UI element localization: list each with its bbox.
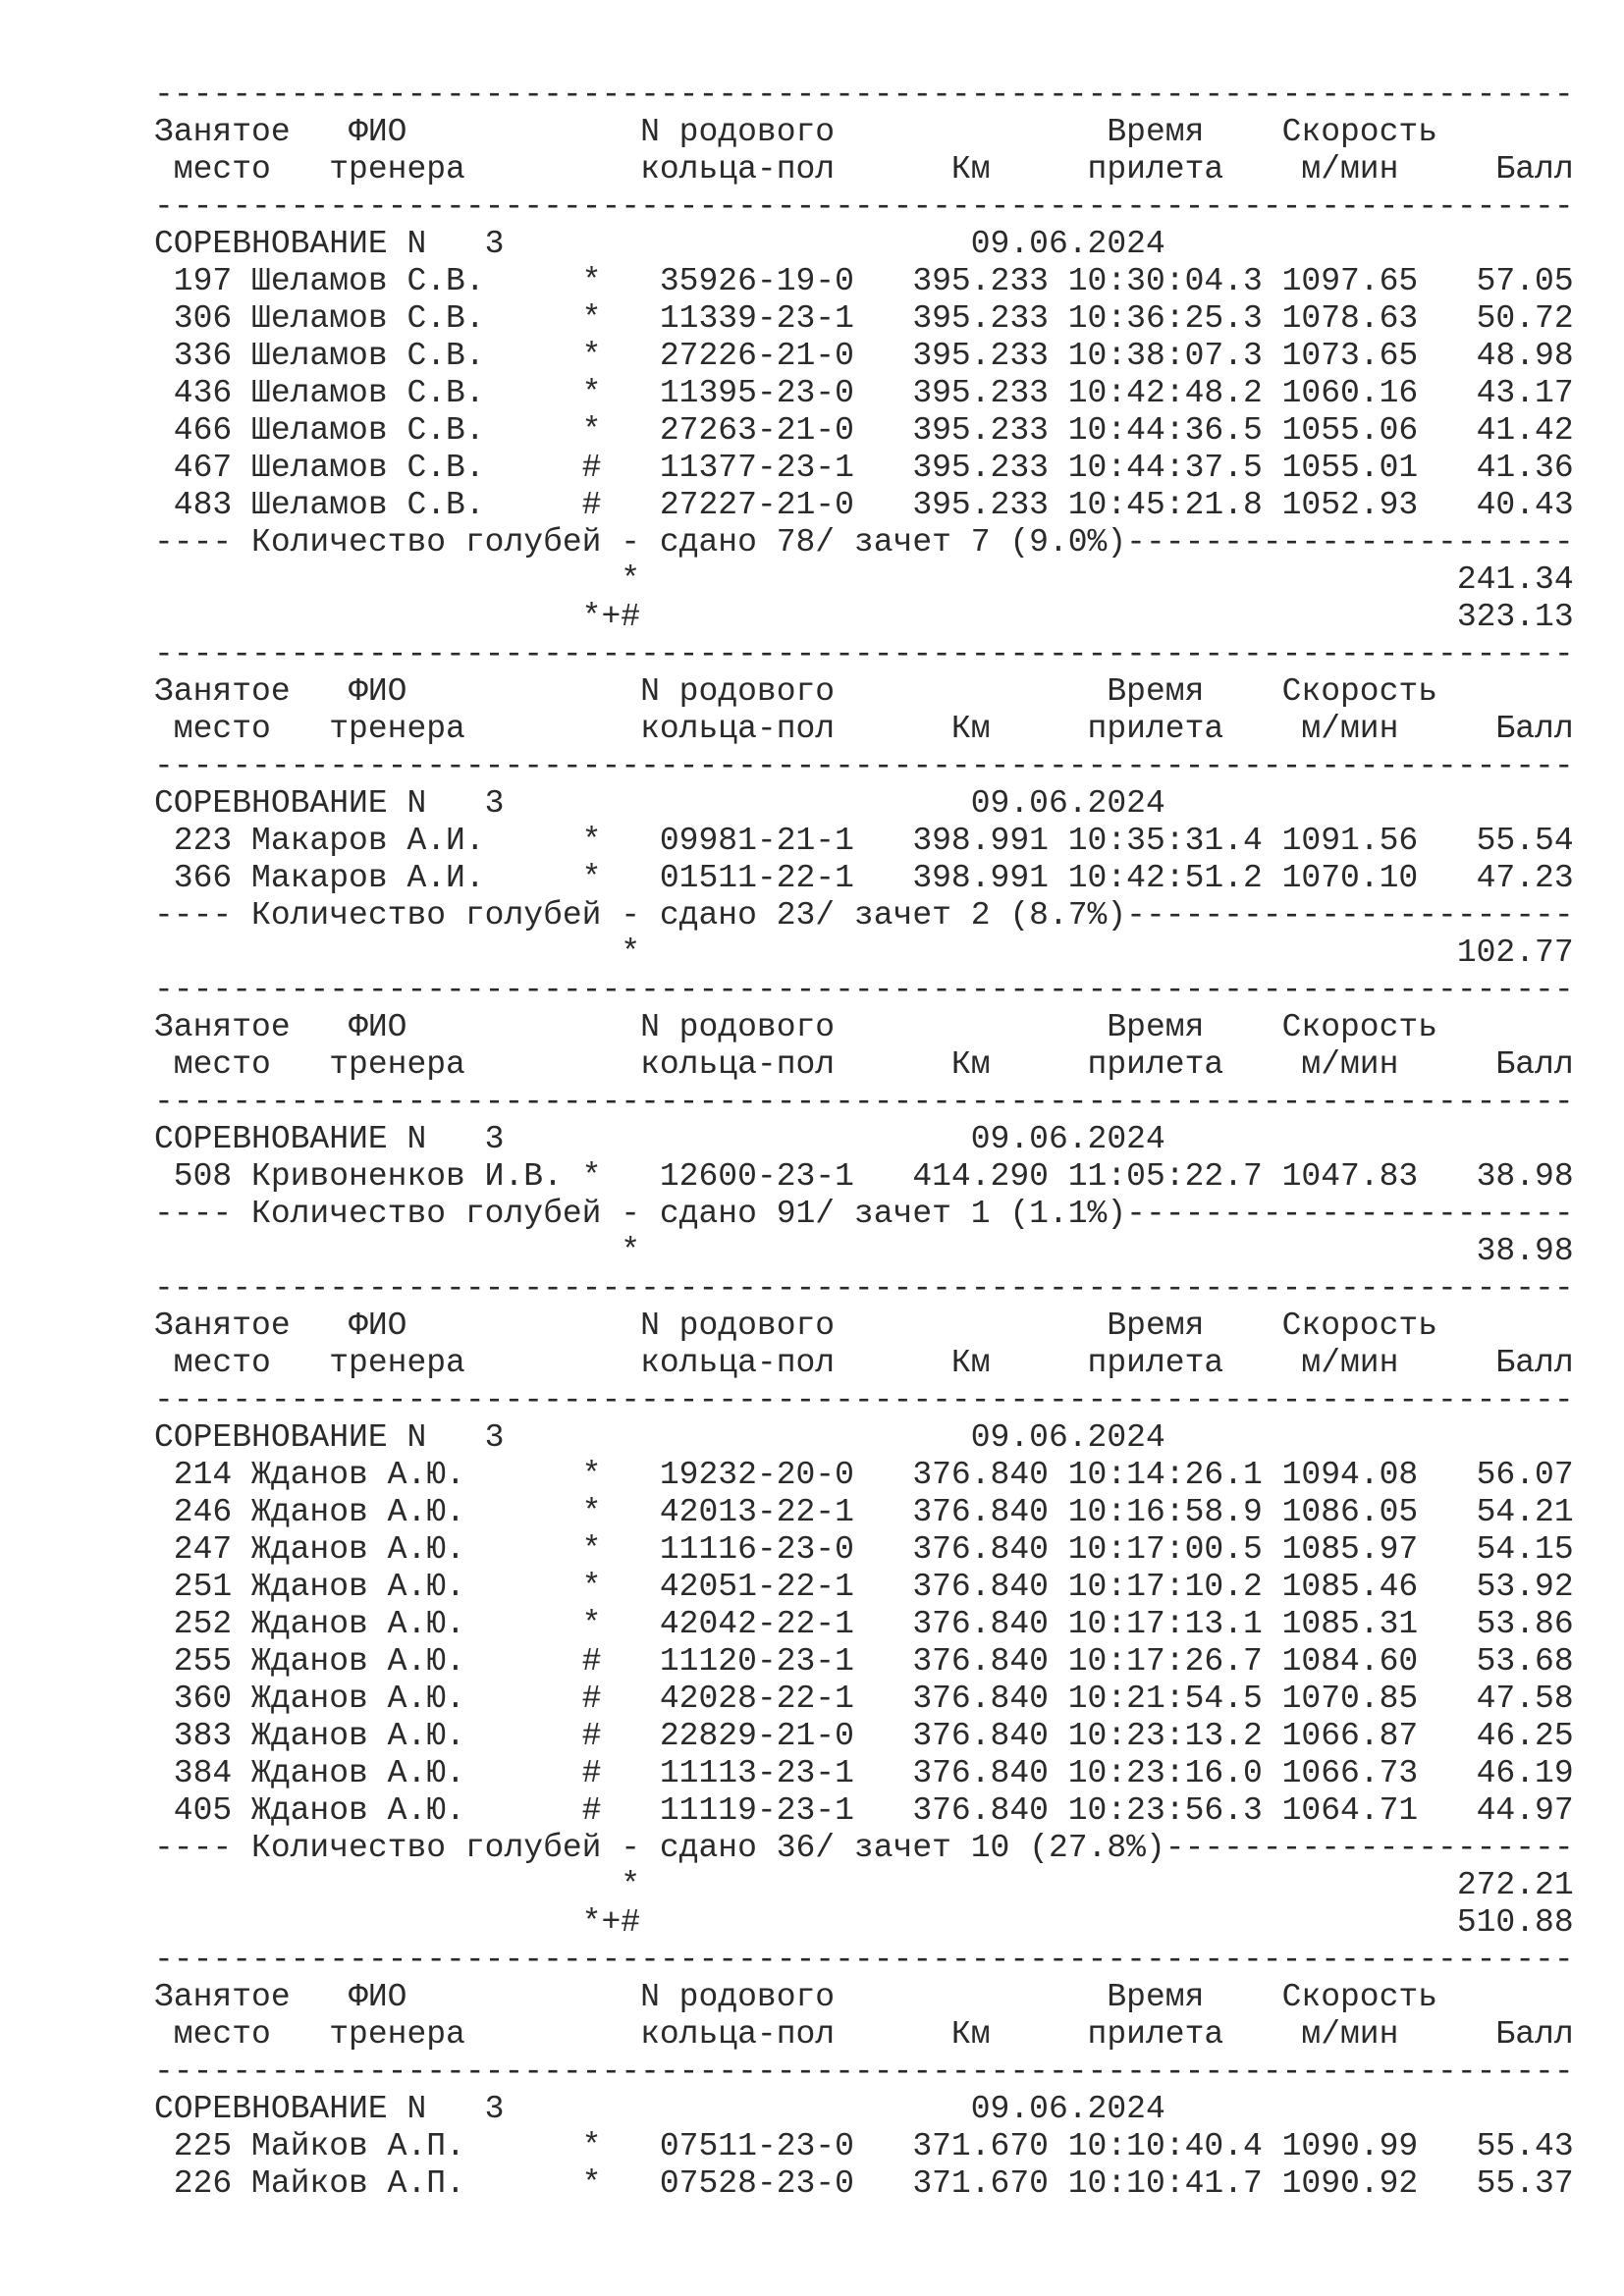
total-line: *+# 510.88 (154, 1904, 1574, 1941)
rule-line: ------------------------------------------------------------------------- (154, 1270, 1574, 1307)
competition-line: СОРЕВНОВАНИЕ N 3 09.06.2024 (154, 1121, 1165, 1157)
competition-line: СОРЕВНОВАНИЕ N 3 09.06.2024 (154, 785, 1165, 822)
column-header-line-2: место тренера кольца-пол Км прилета м/мин Балл (154, 2016, 1574, 2053)
result-row: 336 Шеламов С.В. * 27226-21-0 395.233 10:38:07.3 1073.65 48.98 (154, 338, 1574, 374)
result-row: 255 Жданов А.Ю. # 11120-23-1 376.840 10:17:26.7 1084.60 53.68 (154, 1643, 1574, 1680)
result-row: 360 Жданов А.Ю. # 42028-22-1 376.840 10:21:54.5 1070.85 47.58 (154, 1681, 1574, 1717)
column-header-line-2: место тренера кольца-пол Км прилета м/мин Балл (154, 151, 1574, 187)
rule-line: ------------------------------------------------------------------------- (154, 1382, 1574, 1418)
column-header-line-1: Занятое ФИО N родового Время Скорость (154, 673, 1438, 710)
result-row: 252 Жданов А.Ю. * 42042-22-1 376.840 10:17:13.1 1085.31 53.86 (154, 1606, 1574, 1642)
column-header-line-2: место тренера кольца-пол Км прилета м/мин Балл (154, 711, 1574, 747)
column-header-line-1: Занятое ФИО N родового Время Скорость (154, 114, 1438, 150)
result-row: 436 Шеламов С.В. * 11395-23-0 395.233 10:42:48.2 1060.16 43.17 (154, 375, 1574, 411)
result-row: 405 Жданов А.Ю. # 11119-23-1 376.840 10:23:56.3 1064.71 44.97 (154, 1792, 1574, 1829)
column-header-line-1: Занятое ФИО N родового Время Скорость (154, 1979, 1438, 2015)
result-row: 225 Майков А.П. * 07511-23-0 371.670 10:10:40.4 1090.99 55.43 (154, 2128, 1574, 2164)
result-row: 384 Жданов А.Ю. # 11113-23-1 376.840 10:23:16.0 1066.73 46.19 (154, 1755, 1574, 1791)
competition-line: СОРЕВНОВАНИЕ N 3 09.06.2024 (154, 2091, 1165, 2127)
column-header-line-2: место тренера кольца-пол Км прилета м/мин Балл (154, 1046, 1574, 1083)
result-row: 483 Шеламов С.В. # 27227-21-0 395.233 10:45:21.8 1052.93 40.43 (154, 487, 1574, 523)
rule-line: ------------------------------------------------------------------------- (154, 1084, 1574, 1120)
summary-line: ---- Количество голубей - сдано 23/ зачет 2 (8.7%)----------------------- (154, 897, 1574, 934)
result-row: 467 Шеламов С.В. # 11377-23-1 395.233 10:44:37.5 1055.01 41.36 (154, 450, 1574, 486)
rule-line: ------------------------------------------------------------------------- (154, 748, 1574, 784)
total-line: * 38.98 (154, 1233, 1574, 1269)
total-line: * 241.34 (154, 561, 1574, 598)
result-row: 246 Жданов А.Ю. * 42013-22-1 376.840 10:16:58.9 1086.05 54.21 (154, 1494, 1574, 1530)
rule-line: ------------------------------------------------------------------------- (154, 972, 1574, 1008)
total-line: *+# 323.13 (154, 599, 1574, 635)
result-row: 466 Шеламов С.В. * 27263-21-0 395.233 10:44:36.5 1055.06 41.42 (154, 412, 1574, 449)
summary-line: ---- Количество голубей - сдано 78/ зачет 7 (9.0%)----------------------- (154, 524, 1574, 561)
rule-line: ------------------------------------------------------------------------- (154, 636, 1574, 672)
result-row: 366 Макаров А.И. * 01511-22-1 398.991 10:42:51.2 1070.10 47.23 (154, 860, 1574, 896)
summary-line: ---- Количество голубей - сдано 36/ зачет 10 (27.8%)--------------------- (154, 1830, 1574, 1866)
result-row: 197 Шеламов С.В. * 35926-19-0 395.233 10:30:04.3 1097.65 57.05 (154, 263, 1574, 299)
rule-line: ------------------------------------------------------------------------- (154, 188, 1574, 225)
competition-line: СОРЕВНОВАНИЕ N 3 09.06.2024 (154, 1419, 1165, 1456)
total-line: * 102.77 (154, 934, 1574, 971)
rule-line: ------------------------------------------------------------------------- (154, 2054, 1574, 2090)
column-header-line-1: Занятое ФИО N родового Время Скорость (154, 1308, 1438, 1344)
rule-line: ------------------------------------------------------------------------- (154, 77, 1574, 113)
competition-line: СОРЕВНОВАНИЕ N 3 09.06.2024 (154, 226, 1165, 262)
result-row: 508 Кривоненков И.В. * 12600-23-1 414.290 11:05:22.7 1047.83 38.98 (154, 1158, 1574, 1195)
column-header-line-2: место тренера кольца-пол Км прилета м/мин Балл (154, 1345, 1574, 1381)
result-row: 247 Жданов А.Ю. * 11116-23-0 376.840 10:17:00.5 1085.97 54.15 (154, 1531, 1574, 1568)
results-listing (154, 77, 1588, 2203)
summary-line: ---- Количество голубей - сдано 91/ зачет 1 (1.1%)----------------------- (154, 1196, 1574, 1232)
result-row: 223 Макаров А.И. * 09981-21-1 398.991 10:35:31.4 1091.56 55.54 (154, 823, 1574, 859)
rule-line: ------------------------------------------------------------------------- (154, 1942, 1574, 1978)
total-line: * 272.21 (154, 1867, 1574, 1903)
column-header-line-1: Занятое ФИО N родового Время Скорость (154, 1009, 1438, 1045)
result-row: 226 Майков А.П. * 07528-23-0 371.670 10:10:41.7 1090.92 55.37 (154, 2165, 1574, 2202)
result-row: 306 Шеламов С.В. * 11339-23-1 395.233 10:36:25.3 1078.63 50.72 (154, 300, 1574, 337)
result-row: 383 Жданов А.Ю. # 22829-21-0 376.840 10:23:13.2 1066.87 46.25 (154, 1718, 1574, 1754)
result-row: 214 Жданов А.Ю. * 19232-20-0 376.840 10:14:26.1 1094.08 56.07 (154, 1457, 1574, 1493)
result-row: 251 Жданов А.Ю. * 42051-22-1 376.840 10:17:10.2 1085.46 53.92 (154, 1569, 1574, 1605)
